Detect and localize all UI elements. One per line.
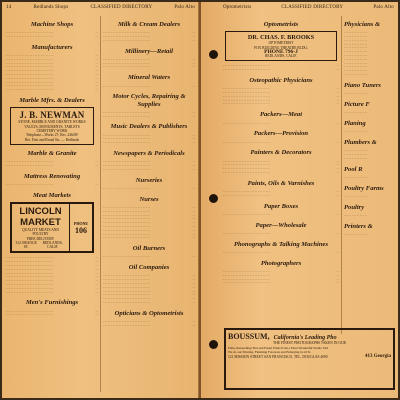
directory-listing-line: . . . . . . . . . . . . . . . . . . . . . . . . . . . . . . . . <box>103 186 195 190</box>
directory-listing-line: . . . . . . . . . . . . . . . <box>344 31 368 35</box>
directory-listing-line: . . . . . . . . . . . . . . . . . . . . . . . . . . . . . . . . <box>6 286 98 290</box>
section-heading: Paper Boxes <box>263 202 299 210</box>
ad-line: Bet. First and Broad Sts. — Redlands <box>24 137 80 142</box>
section-heading: Manufacturers <box>31 43 73 51</box>
section-heading: Poultry <box>344 203 365 211</box>
directory-listing-line: . . . . . . . . . . . . . . . . . . . . . . . . . . . . . . . . <box>103 206 195 209</box>
right-page-header <box>223 5 394 14</box>
ad-address-2: 413 Georgia <box>365 354 391 360</box>
directory-listing-line: . . . . . . . . . . . . . . . . . . . . . . . . . . . . . . . . <box>6 65 98 69</box>
directory-listing-line: . . . . . . . . . . . . . . . . . . . . . . . . . . . . . . . . <box>223 193 339 197</box>
ad-line: Plain, Retouching Tint and Pastel Prints from a Most Wonderful Studio Vari <box>228 345 329 350</box>
directory-listing-line: . . . . . . . . . . . . . . . <box>344 57 368 61</box>
directory-listing-line: . . . . . . . . . . . . . . . . . . . . . . . . . . . . . . . . <box>103 38 195 42</box>
directory-listing-line: . . . . . . . . . . . . . . . . . . . . . . . . . . . . . . . . <box>223 250 339 254</box>
directory-listing-line: . . . . . . . . . . . . . . . <box>344 111 368 115</box>
directory-listing-line: . . . . . . . . . . . . . . . . . . . . . . . . . . . . . . . . <box>6 69 98 73</box>
newman-marble-ad <box>10 107 94 144</box>
directory-listing-line: . . . . . . . . . . . . . . . . . . . . . . . . . . . . . . . . <box>103 278 195 282</box>
directory-listing-line: . . . . . . . . . . . . . . . . . . . . . . . . . . . . . . . . <box>103 209 195 213</box>
header-title: CLASSIFIED DIRECTORY <box>90 5 153 10</box>
directory-listing-line: . . . . . . . . . . . . . . . <box>344 35 368 39</box>
directory-listing-line: . . . . . . . . . . . . . . . . . . . . . . . . . . . . . . . . <box>223 91 339 95</box>
directory-listing-line: . . . . . . . . . . . . . . . <box>344 175 368 179</box>
directory-listing-line: . . . . . . . . . . . . . . . . . . . . . . . . . . . . . . . . <box>103 141 195 145</box>
directory-listing-line: . . . . . . . . . . . . . . . . . . . . . . . . . . . . . . . . <box>103 57 195 61</box>
directory-listing-line: . . . . . . . . . . . . . . . . . . . . . . . . . . . . . . . . <box>223 68 339 72</box>
section-heading: Osteopathic Physicians <box>249 77 313 85</box>
section-heading: Plumbers & <box>344 138 377 146</box>
directory-listing-line: . . . . . . . . . . . . . . . . . . . . . . . . . . . . . . . . <box>103 236 195 240</box>
directory-listing-line: . . . . . . . . . . . . . . . <box>344 130 368 134</box>
ad-name: BOUSSUM, <box>228 332 270 341</box>
directory-listing-line: . . . . . . . . . . . . . . . <box>344 46 368 50</box>
directory-listing-line: . . . . . . . . . . . . . . . <box>344 149 368 153</box>
ad-line: OPTOMETRIST <box>268 41 294 46</box>
directory-listing-line: . . . . . . . . . . . . . . . . . . . . . . . . . . . . . . . . <box>223 121 339 125</box>
ad-name: J. B. NEWMAN <box>19 110 85 121</box>
directory-listing-line: . . . . . . . . . . . . . . . . . . . . . . . . . . . . . . . . <box>6 256 98 260</box>
directory-listing-line: . . . . . . . . . . . . . . . . . . . . . . . . . . . . . . . . <box>223 281 339 285</box>
section-heading: Machine Shops <box>30 21 74 28</box>
section-heading: Newspapers & Periodicals <box>113 150 185 158</box>
section-heading: Printers & <box>344 222 373 230</box>
directory-listing-line: . . . . . . . . . . . . . . . . . . . . . . . . . . . . . . . . <box>223 98 339 102</box>
section-heading: Marble Mfrs. & Dealers <box>19 97 85 105</box>
directory-listing-line: . . . . . . . . . . . . . . . . . . . . . . . . . . . . . . . . <box>6 309 98 313</box>
ad-line: STONE, MARBLE AND GRANITE WORKS <box>18 120 86 125</box>
directory-listing-line: . . . . . . . . . . . . . . . . . . . . . . . . . . . . . . . . <box>6 313 98 317</box>
ad-line: CEMETERY WORK <box>36 128 68 133</box>
header-section: Optometrists <box>223 5 252 10</box>
left-page-header <box>6 5 195 14</box>
section-heading: Oil Burners <box>132 245 166 253</box>
ad-tagline: California's Leading Pho <box>273 335 337 341</box>
directory-listing-line: . . . . . . . . . . . . . . . . . . . . . . . . . . . . . . . . <box>223 231 339 235</box>
directory-listing-line: . . . . . . . . . . . . . . . . . . . . . . . . . . . . . . . . <box>103 160 195 164</box>
directory-listing-line: . . . . . . . . . . . . . . . . . . . . . . . . . . . . . . . . <box>103 110 195 114</box>
directory-listing-line: . . . . . . . . . . . . . . . . . . . . . . . . . . . . . . . . <box>6 80 98 84</box>
directory-listing-line: . . . . . . . . . . . . . . . . . . . . . . . . . . . . . . . . <box>6 88 98 92</box>
ad-line: VAULTS, MONUMENTS, TABLETS <box>24 124 80 129</box>
directory-listing-line: . . . . . . . . . . . . . . . . . . . . . . . . . . . . . . . . <box>223 64 339 68</box>
directory-listing-line: . . . . . . . . . . . . . . . . . . . . . . . . . . . . . . . . <box>103 320 195 324</box>
directory-listing-line: . . . . . . . . . . . . . . . <box>344 65 368 69</box>
section-heading: Pool R <box>344 165 363 173</box>
directory-listing-line: . . . . . . . . . . . . . . . . . . . . . . . . . . . . . . . . <box>103 323 195 327</box>
directory-listing-line: . . . . . . . . . . . . . . . <box>344 92 368 96</box>
directory-listing-line: . . . . . . . . . . . . . . . . . . . . . . . . . . . . . . . . <box>6 271 98 275</box>
directory-listing-line: . . . . . . . . . . . . . . . . . . . . . . . . . . . . . . . . <box>103 297 195 301</box>
directory-listing-line: . . . . . . . . . . . . . . . . . . . . . . . . . . . . . . . . <box>223 190 339 194</box>
directory-listing-line: . . . . . . . . . . . . . . . . . . . . . . . . . . . . . . . . <box>223 171 339 174</box>
column-divider <box>341 16 342 334</box>
binder-hole <box>209 340 218 349</box>
section-heading: Mineral Waters <box>127 74 171 82</box>
ad-line: FOX BUILDING THEATRE BLDG. <box>254 45 308 50</box>
publisher-name: Redlands Shops <box>33 5 69 10</box>
directory-listing-line: . . . . . . . . . . . . . . . . . . . . . . . . . . . . . . . . <box>6 264 98 268</box>
directory-listing-line: . . . . . . . . . . . . . . . . . . . . . . . . . . . . . . . . <box>223 94 339 98</box>
directory-listing-line: . . . . . . . . . . . . . . . <box>344 213 368 217</box>
binder-hole <box>209 50 218 59</box>
directory-listing-line: . . . . . . . . . . . . . . . . . . . . . . . . . . . . . . . . <box>6 260 98 264</box>
ad-line: QUALITY MEATS AND POULTRY <box>22 227 59 237</box>
directory-listing-line: . . . . . . . . . . . . . . . . . . . . . . . . . . . . . . . . <box>103 232 195 236</box>
directory-listing-line: . . . . . . . . . . . . . . . . . . . . . . . . . . . . . . . . <box>103 224 195 228</box>
directory-listing-line: . . . . . . . . . . . . . . . <box>344 232 368 236</box>
directory-listing-line: . . . . . . . . . . . . . . . . . . . . . . . . . . . . . . . . <box>6 163 98 167</box>
right-column-1 <box>223 16 339 332</box>
directory-listing-line: . . . . . . . . . . . . . . . . . . . . . . . . . . . . . . . . <box>223 212 339 216</box>
binder-hole <box>209 194 218 203</box>
section-heading: Packers—Provision <box>253 130 309 138</box>
directory-listing-line: . . . . . . . . . . . . . . . . . . . . . . . . . . . . . . . . <box>103 255 195 259</box>
section-heading: Oil Companies <box>128 264 170 272</box>
section-heading: Marble & Granite <box>27 149 77 157</box>
directory-listing-line: . . . . . . . . . . . . . . . . . . . . . . . . . . . . . . . . <box>223 273 339 277</box>
page-number: 14 <box>6 5 12 10</box>
header-city: Palo Alto <box>174 5 195 10</box>
section-heading: Photographers <box>260 259 302 267</box>
directory-listing-line: . . . . . . . . . . . . . . . . . . . . . . . . . . . . . . . . <box>103 228 195 232</box>
open-directory-book <box>2 2 398 398</box>
section-heading: Nurseries <box>135 176 163 184</box>
header-title: CLASSIFIED DIRECTORY <box>281 5 344 10</box>
directory-listing-line: . . . . . . . . . . . . . . . . . . . . . . . . . . . . . . . . <box>103 133 195 137</box>
section-heading: Paper—Wholesale <box>255 221 307 229</box>
directory-listing-line: . . . . . . . . . . . . . . . . . . . . . . . . . . . . . . . . <box>223 102 339 106</box>
directory-listing-line: . . . . . . . . . . . . . . . <box>344 54 368 58</box>
directory-listing-line: . . . . . . . . . . . . . . . . . . . . . . . . . . . . . . . . <box>6 84 98 88</box>
directory-listing-line: . . . . . . . . . . . . . . . . . . . . . . . . . . . . . . . . <box>103 31 195 35</box>
directory-listing-line: . . . . . . . . . . . . . . . . . . . . . . . . . . . . . . . . <box>6 290 98 294</box>
right-column-2 <box>344 16 398 332</box>
ad-line: REDLANDS, CALIF. <box>265 54 297 59</box>
phone-number: 106 <box>75 225 87 235</box>
section-heading: Men's Furnishings <box>25 299 79 307</box>
section-heading: Piano Tuners <box>344 81 381 89</box>
directory-listing-line: . . . . . . . . . . . . . . . . . . . . . . . . . . . . . . . . <box>223 277 339 281</box>
directory-listing-line: . . . . . . . . . . . . . . . . . . . . . . . . . . . . . . . . <box>223 87 339 91</box>
directory-listing-line: . . . . . . . . . . . . . . . . . . . . . . . . . . . . . . . . <box>103 167 195 171</box>
directory-listing-line: . . . . . . . . . . . . . . . . . . . . . . . . . . . . . . . . <box>6 283 98 286</box>
boussum-photographer-ad <box>224 328 395 390</box>
directory-listing-line: . . . . . . . . . . . . . . . . . . . . . . . . . . . . . . . . <box>103 221 195 225</box>
ad-name: DR. CHAS. F. BROOKS <box>247 34 315 42</box>
section-heading: Picture F <box>344 100 370 108</box>
directory-listing-line: . . . . . . . . . . . . . . . . . . . . . . . . . . . . . . . . <box>103 61 195 65</box>
directory-listing-line: . . . . . . . . . . . . . . . <box>344 50 368 54</box>
directory-listing-line: . . . . . . . . . . . . . . . . . . . . . . . . . . . . . . . . <box>223 163 339 167</box>
directory-listing-line: . . . . . . . . . . . . . . . . . . . . . . . . . . . . . . . . <box>103 274 195 278</box>
ad-line: Telephone—Works 27; Res. 2464W <box>26 133 78 138</box>
section-heading: Music Dealers & Publishers <box>110 123 188 131</box>
section-heading: Meat Markets <box>33 191 71 199</box>
directory-listing-line: . . . . . . . . . . . . . . . . . . . . . . . . . . . . . . . . <box>103 114 195 118</box>
directory-listing-line: . . . . . . . . . . . . . . . . . . . . . . . . . . . . . . . . <box>103 293 195 297</box>
section-heading: Nurses <box>139 195 159 203</box>
ad-phone: PHONE 796-J <box>264 48 298 55</box>
section-heading: Phonographs & Talking Machines <box>233 240 329 248</box>
directory-listing-line: . . . . . . . . . . . . . . . <box>344 156 368 160</box>
directory-listing-line: . . . . . . . . . . . . . . . . . . . . . . . . . . . . . . . . <box>6 31 98 35</box>
section-heading: Poultry Farms <box>344 184 384 192</box>
directory-listing-line: . . . . . . . . . . . . . . . . . . . . . . . . . . . . . . . . <box>6 182 98 186</box>
directory-listing-line: . . . . . . . . . . . . . . . . . . . . . . . . . . . . . . . . <box>6 275 98 279</box>
directory-listing-line: . . . . . . . . . . . . . . . . . . . . . . . . . . . . . . . . <box>6 35 98 39</box>
phone-label: PHONE <box>73 220 89 226</box>
directory-listing-line: . . . . . . . . . . . . . . . <box>344 194 368 198</box>
directory-listing-line: . . . . . . . . . . . . . . . . . . . . . . . . . . . . . . . . <box>6 76 98 80</box>
directory-listing-line: . . . . . . . . . . . . . . . . . . . . . . . . . . . . . . . . <box>103 137 195 141</box>
section-heading: Opticians & Optometrists <box>114 309 184 317</box>
directory-listing-line: . . . . . . . . . . . . . . . . . . . . . . . . . . . . . . . . <box>103 301 195 305</box>
ad-address: 121 MISSION STREET SAN FRANCISCO, TEL. DOUGLAS 4090 <box>228 355 328 360</box>
left-page <box>2 2 199 398</box>
left-column-1 <box>6 16 98 394</box>
section-heading: Optometrists <box>263 21 299 28</box>
header-city: Palo Alto <box>373 5 394 10</box>
directory-listing-line: . . . . . . . . . . . . . . . . . . . . . . . . . . . . . . . . <box>103 213 195 217</box>
ad-line: We do our Printing, Finishing Fotostats and Enlarging in all Si <box>228 349 311 354</box>
lincoln-market-ad <box>10 202 94 253</box>
column-divider <box>100 16 101 392</box>
section-heading: Millinery—Retail <box>125 47 173 55</box>
directory-listing-line: . . . . . . . . . . . . . . . . . . . . . . . . . . . . . . . . <box>223 159 339 163</box>
directory-listing-line: . . . . . . . . . . . . . . . . . . . . . . . . . . . . . . . . <box>6 57 98 61</box>
section-heading: Physicians & <box>344 21 381 28</box>
ad-line: REDLANDS, CALIF. <box>42 240 63 250</box>
ad-line: THE FINEST PHOTOGRAPHS TAKEN IN OUR <box>273 341 346 345</box>
directory-listing-line: . . . . . . . . . . . . . . . . . . . . . . . . . . . . . . . . <box>103 65 195 69</box>
left-column-2 <box>103 16 195 394</box>
directory-listing-line: . . . . . . . . . . . . . . . <box>344 38 368 42</box>
directory-listing-line: . . . . . . . . . . . . . . . . . . . . . . . . . . . . . . . . <box>103 285 195 289</box>
section-heading: Mattress Renovating <box>23 172 81 180</box>
directory-listing-line: . . . . . . . . . . . . . . . <box>344 42 368 46</box>
directory-listing-line: . . . . . . . . . . . . . . . . . . . . . . . . . . . . . . . . <box>103 217 195 221</box>
phone-box <box>69 204 92 251</box>
directory-listing-line: . . . . . . . . . . . . . . . . . . . . . . . . . . . . . . . . <box>223 167 339 171</box>
directory-listing-line: . . . . . . . . . . . . . . . . . . . . . . . . . . . . . . . . <box>103 282 195 286</box>
directory-listing-line: . . . . . . . . . . . . . . . . . . . . . . . . . . . . . . . . <box>103 289 195 293</box>
brooks-optometrist-ad <box>225 31 337 61</box>
directory-listing-line: . . . . . . . . . . . . . . . <box>344 153 368 156</box>
directory-listing-line: . . . . . . . . . . . . . . . . . . . . . . . . . . . . . . . . <box>6 267 98 271</box>
ad-line: 312 ORANGE ST. <box>15 240 37 250</box>
directory-listing-line: . . . . . . . . . . . . . . . . . . . . . . . . . . . . . . . . <box>223 270 339 274</box>
directory-listing-line: . . . . . . . . . . . . . . . <box>344 69 368 73</box>
right-page <box>201 2 398 398</box>
section-heading: Motor Cycles, Repairing & Supplies <box>112 93 186 108</box>
ad-line: FREE DELIVERY <box>26 236 55 241</box>
directory-listing-line: . . . . . . . . . . . . . . . . . . . . . . . . . . . . . . . . <box>6 61 98 65</box>
directory-listing-line: . . . . . . . . . . . . . . . . . . . . . . . . . . . . . . . . <box>103 84 195 88</box>
directory-listing-line: . . . . . . . . . . . . . . . . . . . . . . . . . . . . . . . . <box>6 54 98 58</box>
directory-listing-line: . . . . . . . . . . . . . . . . . . . . . . . . . . . . . . . . <box>103 35 195 39</box>
section-heading: Packers—Meat <box>259 111 303 119</box>
directory-listing-line: . . . . . . . . . . . . . . . . . . . . . . . . . . . . . . . . <box>223 140 339 144</box>
directory-listing-line: . . . . . . . . . . . . . . . . . . . . . . . . . . . . . . . . <box>6 160 98 164</box>
ad-name: LINCOLN MARKET <box>19 205 62 228</box>
directory-listing-line: . . . . . . . . . . . . . . . . . . . . . . . . . . . . . . . . <box>6 279 98 283</box>
section-heading: Paints, Oils & Varnishes <box>247 179 315 187</box>
directory-listing-line: . . . . . . . . . . . . . . . . . . . . . . . . . . . . . . . . <box>103 164 195 168</box>
section-heading: Milk & Cream Dealers <box>117 21 181 28</box>
section-heading: Painters & Decorators <box>250 149 312 157</box>
directory-listing-line: . . . . . . . . . . . . . . . . . . . . . . . . . . . . . . . . <box>6 73 98 77</box>
directory-listing-line: . . . . . . . . . . . . . . . <box>344 61 368 65</box>
directory-listing-line: . . . . . . . . . . . . . . . <box>344 73 368 77</box>
section-heading: Planing <box>344 119 366 127</box>
